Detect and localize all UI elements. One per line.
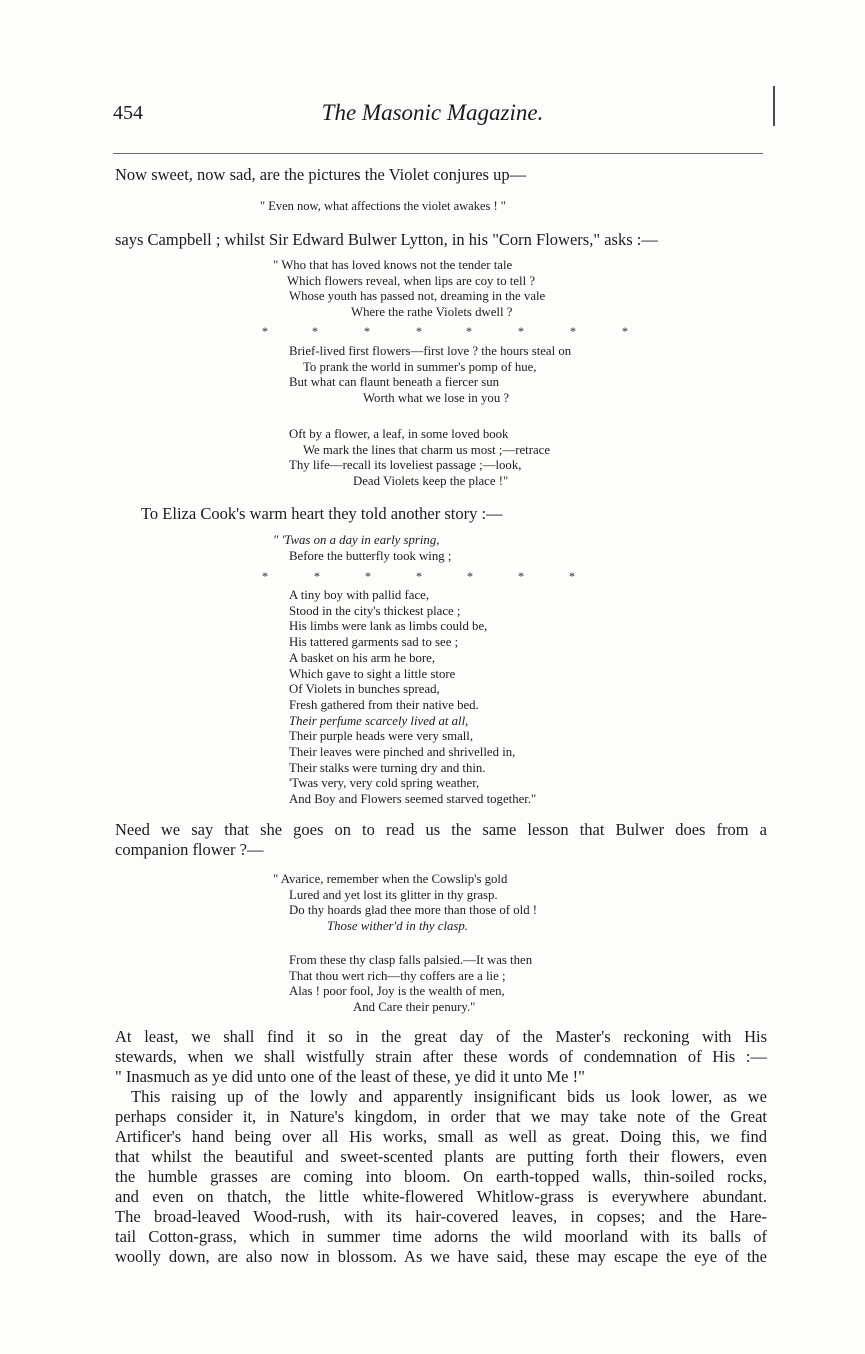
asterism-divider: * * * * * * * <box>262 569 575 583</box>
poem-line: Do thy hoards glad thee more than those of old ! <box>289 903 538 918</box>
poem-bulwer-stanza-3 <box>289 427 550 490</box>
poem-line: Oft by a flower, a leaf, in some loved book <box>289 427 509 441</box>
header-rule <box>113 153 763 154</box>
text-line: At least, we shall find it so in the great day of the Master's reckoning with His <box>115 1027 767 1046</box>
text-line: " Inasmuch as ye did unto one of the least of these, ye did it unto Me !" <box>115 1067 585 1086</box>
paragraph-violet-pictures <box>115 165 767 185</box>
text-line: that whilst the beautiful and sweet-scented plants are putting forth their flowers, even <box>115 1147 767 1166</box>
poem-line: Those wither'd in thy clasp. <box>327 919 469 934</box>
poem-line: But what can flaunt beneath a fiercer sun <box>289 375 499 390</box>
poem-line: Their purple heads were very small, <box>289 729 474 744</box>
page-number: 454 <box>113 102 143 124</box>
text-line: stewards, when we shall wistfully strain after these words of condemnation of His :— <box>115 1047 767 1066</box>
text-line: Artificer's hand being over all His works, small as well as great. Doing this, we find <box>115 1127 767 1146</box>
poem-line: We mark the lines that charm us most ;—retrace <box>303 442 551 457</box>
paragraph-eliza-cook-intro <box>141 504 793 524</box>
poem-line: Which flowers reveal, when lips are coy to tell ? <box>287 273 536 288</box>
poem-line: Where the rathe Violets dwell ? <box>351 305 513 320</box>
poem-line: His tattered garments sad to see ; <box>289 635 459 650</box>
poem-line: Their stalks were turning dry and thin. <box>289 760 486 775</box>
poem-line: Worth what we lose in you ? <box>363 391 510 406</box>
poem-line: From these thy clasp falls palsied.—It was then <box>289 953 533 967</box>
poem-line: Brief-lived first flowers—first love ? the hours steal on <box>289 344 572 358</box>
asterism-divider: * * * * * * * * <box>262 324 628 338</box>
poem-cook-body <box>289 588 536 808</box>
poem-line: Of Violets in bunches spread, <box>289 682 440 697</box>
text-line: and even on thatch, the little white-flowered Whitlow-grass is everywhere abundant. <box>115 1187 767 1206</box>
poem-line: Dead Violets keep the place !" <box>353 474 509 489</box>
poem-line: Thy life—recall its loveliest passage ;—look, <box>289 458 522 473</box>
paragraph-companion-flower <box>115 820 767 860</box>
paragraph-grasses <box>115 1087 767 1267</box>
poem-line: That thou wert rich—thy coffers are a lie ; <box>289 968 506 983</box>
text-line: woolly down, are also now in blossom. As we have said, these may escape the eye of the <box>115 1247 767 1266</box>
poem-line: Before the butterfly took wing ; <box>289 548 452 563</box>
poem-line: Whose youth has passed not, dreaming in the vale <box>289 289 546 304</box>
paragraph-bulwer-intro <box>115 230 767 250</box>
poem-line: A basket on his arm he bore, <box>289 650 436 665</box>
poem-line: Fresh gathered from their native bed. <box>289 697 479 712</box>
text-line: says Campbell ; whilst Sir Edward Bulwer Lytton, in his "Corn Flowers," asks :— <box>115 230 658 249</box>
poem-cowslip-stanza-1 <box>273 872 537 935</box>
text-line: This raising up of the lowly and apparently insignificant bids us look lower, as we <box>131 1087 767 1106</box>
poem-line: And Care their penury." <box>353 1000 476 1015</box>
poem-line: A tiny boy with pallid face, <box>289 588 430 602</box>
poem-cowslip-stanza-2 <box>289 953 532 1016</box>
paragraph-masters-reckoning <box>115 1027 767 1087</box>
poem-line: " Avarice, remember when the Cowslip's gold <box>273 872 508 886</box>
text-line: perhaps consider it, in Nature's kingdom, in order that we may take note of the Great <box>115 1107 767 1126</box>
text-line: the humble grasses are coming into bloom. On earth-topped walls, thin-soiled rocks, <box>115 1167 767 1186</box>
poem-line: And Boy and Flowers seemed starved together." <box>289 792 537 807</box>
text-line: Need we say that she goes on to read us the same lesson that Bulwer does from a <box>115 820 767 839</box>
poem-line: To prank the world in summer's pomp of hue, <box>303 359 537 374</box>
campbell-quote: " Even now, what affections the violet awakes ! " <box>260 199 506 213</box>
text-line: The broad-leaved Wood-rush, with its hair-covered leaves, in copses; and the Hare- <box>115 1207 767 1226</box>
poem-line: " 'Twas on a day in early spring, <box>273 533 440 547</box>
poem-line: His limbs were lank as limbs could be, <box>289 619 488 634</box>
margin-mark <box>773 86 775 126</box>
poem-line: Their leaves were pinched and shrivelled in, <box>289 745 516 760</box>
poem-line: Alas ! poor fool, Joy is the wealth of men, <box>289 984 505 999</box>
poem-line: Lured and yet lost its glitter in thy grasp. <box>289 887 498 902</box>
poem-line: Stood in the city's thickest place ; <box>289 603 461 618</box>
poem-line: Their perfume scarcely lived at all, <box>289 713 469 728</box>
poem-line: " Who that has loved knows not the tender tale <box>273 258 513 272</box>
text-line: To Eliza Cook's warm heart they told another story :— <box>141 504 503 523</box>
poem-bulwer-stanza-2 <box>289 344 571 407</box>
poem-cook-opening <box>273 533 451 564</box>
poem-line: 'Twas very, very cold spring weather, <box>289 776 480 791</box>
running-title: The Masonic Magazine. <box>321 100 544 125</box>
poem-line: Which gave to sight a little store <box>289 666 456 681</box>
text-line: tail Cotton-grass, which in summer time adorns the wild moorland with its balls of <box>115 1227 767 1246</box>
text-line: companion flower ?— <box>115 840 264 859</box>
poem-bulwer-stanza-1 <box>273 258 545 321</box>
text-line: Now sweet, now sad, are the pictures the Violet conjures up— <box>115 165 527 184</box>
